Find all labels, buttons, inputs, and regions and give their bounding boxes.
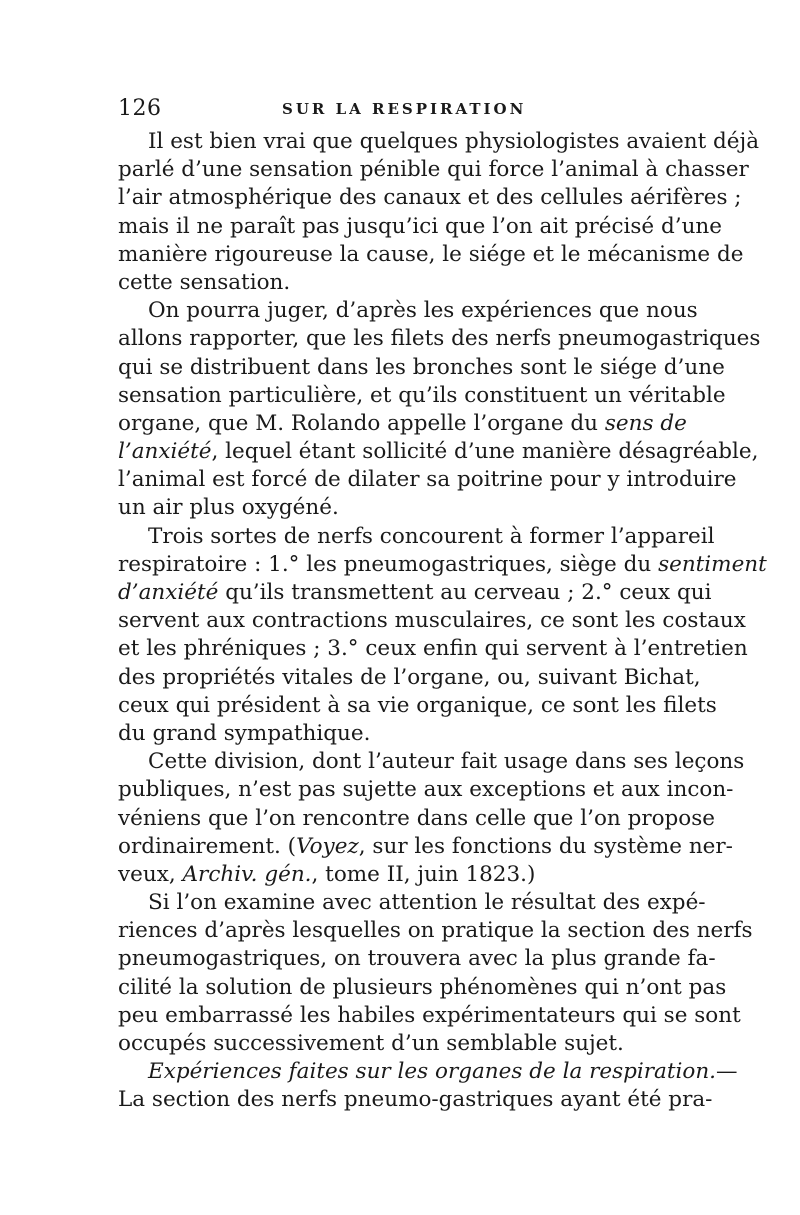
- text-line: [118, 945, 716, 973]
- line-text: publiques, n’est pas sujette aux exceptions et aux incon-: [118, 777, 734, 803]
- line-text: servent aux contractions musculaires, ce sont les costaux: [118, 608, 746, 634]
- italic-text: Expériences faites sur les organes de la respiration.: [148, 1059, 717, 1085]
- line-text: mais il ne paraît pas jusqu’ici que l’on ait précisé d’une: [118, 213, 722, 239]
- text-line: [118, 297, 698, 325]
- line-text: qu’ils transmettent au cerveau ; 2.° ceux qui: [218, 580, 712, 605]
- text-line: [118, 1086, 713, 1114]
- text-line: [118, 128, 760, 156]
- italic-text: Archiv. gén.: [182, 861, 312, 887]
- line-text: respiratoire : 1.° les pneumogastriques, siège du: [118, 551, 659, 577]
- line-text: , lequel étant sollicité d’une manière désagréable,: [211, 439, 759, 465]
- line-text: Trois sortes de nerfs concourent à former l’appareil: [148, 523, 715, 549]
- text-line: [118, 523, 715, 551]
- line-text: l’air atmosphérique des canaux et des cellules aérifères ;: [118, 185, 742, 211]
- italic-text: l’anxiété: [118, 439, 212, 465]
- text-line: [118, 1058, 738, 1086]
- line-text: On pourra juger, d’après les expériences que nous: [148, 298, 698, 324]
- text-line: [118, 607, 746, 635]
- text-line: [118, 156, 749, 184]
- text-line: [118, 1030, 678, 1058]
- text-line: [118, 325, 761, 353]
- line-text: l’animal est forcé de dilater sa poitrine pour y introduire: [118, 467, 737, 493]
- line-text: des propriétés vitales de l’organe, ou, suivant Bichat,: [118, 664, 701, 690]
- page-header: [118, 96, 678, 126]
- line-text: cilité la solution de plusieurs phénomènes qui n’ont pas: [118, 974, 727, 1000]
- line-text: —: [716, 1059, 738, 1085]
- text-line: [118, 354, 725, 382]
- text-line: [118, 776, 734, 804]
- line-text: du grand sympathique.: [118, 720, 371, 746]
- line-text: , sur les fonctions du système ner-: [358, 833, 733, 859]
- text-line: [118, 805, 716, 833]
- text-line: [118, 269, 678, 297]
- line-text: allons rapporter, que les filets des nerfs pneumogastriques: [118, 326, 761, 352]
- line-text: Il est bien vrai que quelques physiologistes avaient déjà: [148, 129, 760, 154]
- text-line: [118, 579, 712, 607]
- line-text: et les phréniques ; 3.° ceux enfin qui servent à l’entretien: [118, 636, 748, 662]
- text-line: [118, 410, 687, 438]
- text-line: [118, 720, 678, 748]
- line-text: riences d’après lesquelles on pratique la section des nerfs: [118, 918, 753, 944]
- line-text: un air plus oxygéné.: [118, 495, 339, 521]
- body-text: [118, 128, 767, 1115]
- page-number: 126: [118, 96, 162, 121]
- text-line: [118, 664, 701, 692]
- text-line: [118, 438, 759, 466]
- text-line: [118, 889, 706, 917]
- line-text: véniens que l’on rencontre dans celle que l’on propose: [118, 805, 716, 831]
- line-text: pneumogastriques, on trouvera avec la plus grande fa-: [118, 946, 716, 972]
- text-line: [118, 466, 737, 494]
- text-line: [118, 833, 733, 861]
- text-line: [118, 1002, 741, 1030]
- running-head: SUR LA RESPIRATION: [282, 100, 527, 118]
- text-line: [118, 241, 744, 269]
- line-text: veux,: [118, 861, 183, 887]
- text-line: [118, 382, 726, 410]
- italic-text: sens de: [604, 410, 687, 436]
- italic-text: sentiment: [658, 551, 767, 577]
- line-text: qui se distribuent dans les bronches sont le siége d’une: [118, 354, 725, 380]
- italic-text: d’anxiété: [118, 580, 219, 605]
- line-text: ceux qui président à sa vie organique, ce sont les filets: [118, 692, 717, 718]
- line-text: La section des nerfs pneumo-gastriques ayant été pra-: [118, 1087, 713, 1113]
- line-text: manière rigoureuse la cause, le siége et le mécanisme de: [118, 241, 744, 267]
- line-text: Si l’on examine avec attention le résultat des expé-: [148, 890, 706, 916]
- text-line: [118, 748, 745, 776]
- italic-text: Voyez: [296, 833, 359, 859]
- line-text: organe, que M. Rolando appelle l’organe du: [118, 410, 605, 436]
- text-line: [118, 494, 678, 522]
- text-line: [118, 974, 727, 1002]
- line-text: ordinairement. (: [118, 833, 297, 859]
- text-line: [118, 917, 753, 945]
- line-text: peu embarrassé les habiles expérimentateurs qui se sont: [118, 1002, 741, 1028]
- line-text: occupés successivement d’un semblable sujet.: [118, 1031, 624, 1056]
- text-line: [118, 692, 717, 720]
- text-line: [118, 635, 748, 663]
- text-line: [118, 551, 767, 579]
- line-text: cette sensation.: [118, 269, 291, 295]
- text-line: [118, 213, 722, 241]
- text-line: [118, 184, 742, 212]
- text-line: [118, 861, 678, 889]
- line-text: Cette division, dont l’auteur fait usage dans ses leçons: [148, 749, 745, 775]
- line-text: parlé d’une sensation pénible qui force l’animal à chasser: [118, 157, 749, 183]
- line-text: sensation particulière, et qu’ils constituent un véritable: [118, 382, 726, 408]
- line-text: , tome II, juin 1823.): [311, 861, 536, 887]
